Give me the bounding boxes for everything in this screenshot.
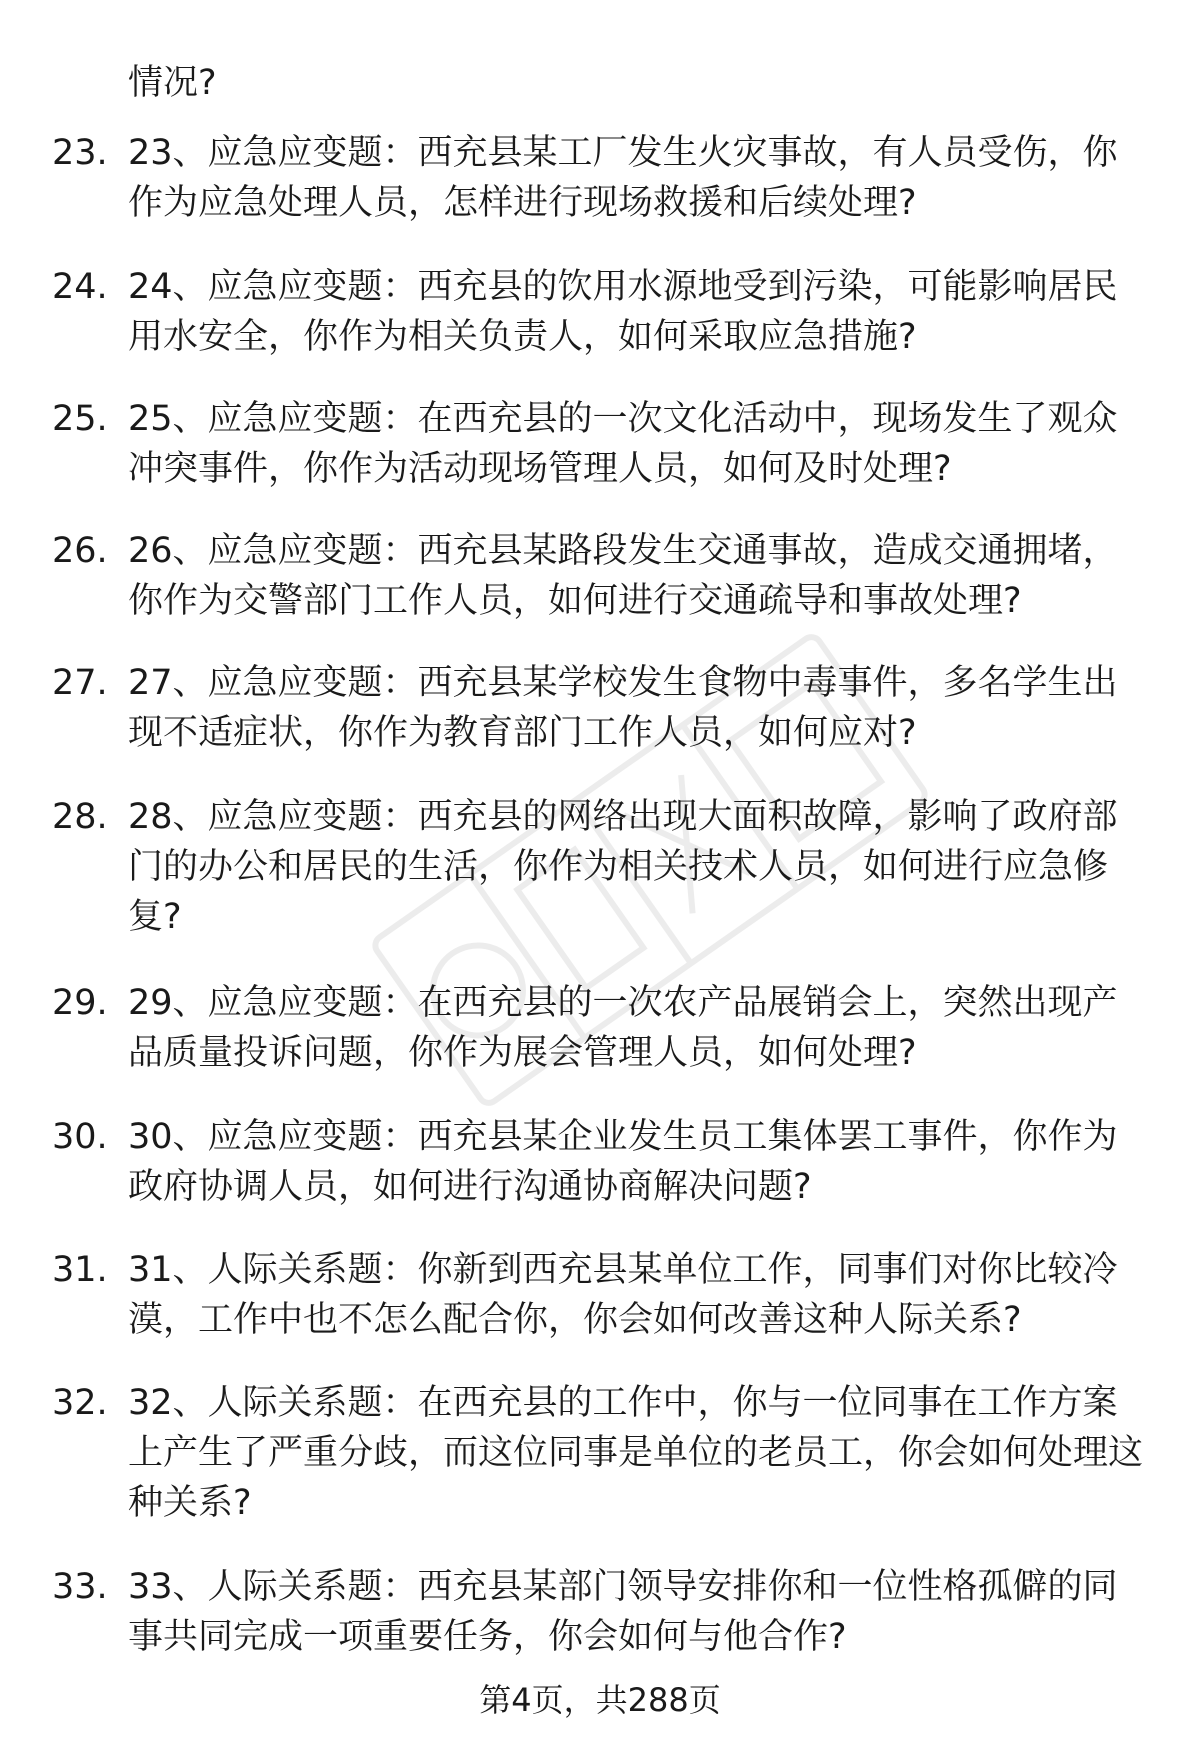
page-footer: 第4页，共288页 <box>479 1681 721 1719</box>
item-number: 32. <box>52 1383 108 1423</box>
item-text: 28、应急应变题：西充县的网络出现大面积故障，影响了政府部门的办公和居民的生活，你作为相关技术人员，如何进行应急修复? <box>128 797 1118 937</box>
item-text: 32、人际关系题：在西充县的工作中，你与一位同事在工作方案上产生了严重分歧，而这位同事是单位的老员工，你会如何处理这种关系? <box>128 1383 1144 1523</box>
item-number: 29. <box>52 983 108 1023</box>
item-number: 31. <box>52 1250 108 1290</box>
item-text: 24、应急应变题：西充县的饮用水源地受到污染，可能影响居民用水安全，你作为相关负责人，如何采取应急措施? <box>128 267 1118 357</box>
item-number: 27. <box>52 663 108 703</box>
item-number: 28. <box>52 797 108 837</box>
continuation-text: 情况? <box>128 63 217 103</box>
item-text: 27、应急应变题：西充县某学校发生食物中毒事件，多名学生出现不适症状，你作为教育部门工作人员，如何应对? <box>128 663 1118 753</box>
item-text: 33、人际关系题：西充县某部门领导安排你和一位性格孤僻的同事共同完成一项重要任务，你会如何与他合作? <box>128 1567 1118 1657</box>
item-text: 26、应急应变题：西充县某路段发生交通事故，造成交通拥堵，你作为交警部门工作人员，如何进行交通疏导和事故处理? <box>128 531 1118 621</box>
item-text: 30、应急应变题：西充县某企业发生员工集体罢工事件，你作为政府协调人员，如何进行沟通协商解决问题? <box>128 1117 1118 1207</box>
item-number: 33. <box>52 1567 108 1607</box>
item-number: 25. <box>52 399 108 439</box>
item-text: 25、应急应变题：在西充县的一次文化活动中，现场发生了观众冲突事件，你作为活动现场管理人员，如何及时处理? <box>128 399 1118 489</box>
item-text: 29、应急应变题：在西充县的一次农产品展销会上，突然出现产品质量投诉问题，你作为展会管理人员，如何处理? <box>128 983 1118 1073</box>
item-number: 26. <box>52 531 108 571</box>
item-number: 30. <box>52 1117 108 1157</box>
item-number: 24. <box>52 267 108 307</box>
item-text: 31、人际关系题：你新到西充县某单位工作，同事们对你比较冷漠，工作中也不怎么配合你，你会如何改善这种人际关系? <box>128 1250 1118 1340</box>
item-number: 23. <box>52 133 108 173</box>
item-text: 23、应急应变题：西充县某工厂发生火灾事故，有人员受伤，你作为应急处理人员，怎样进行现场救援和后续处理? <box>128 133 1118 223</box>
